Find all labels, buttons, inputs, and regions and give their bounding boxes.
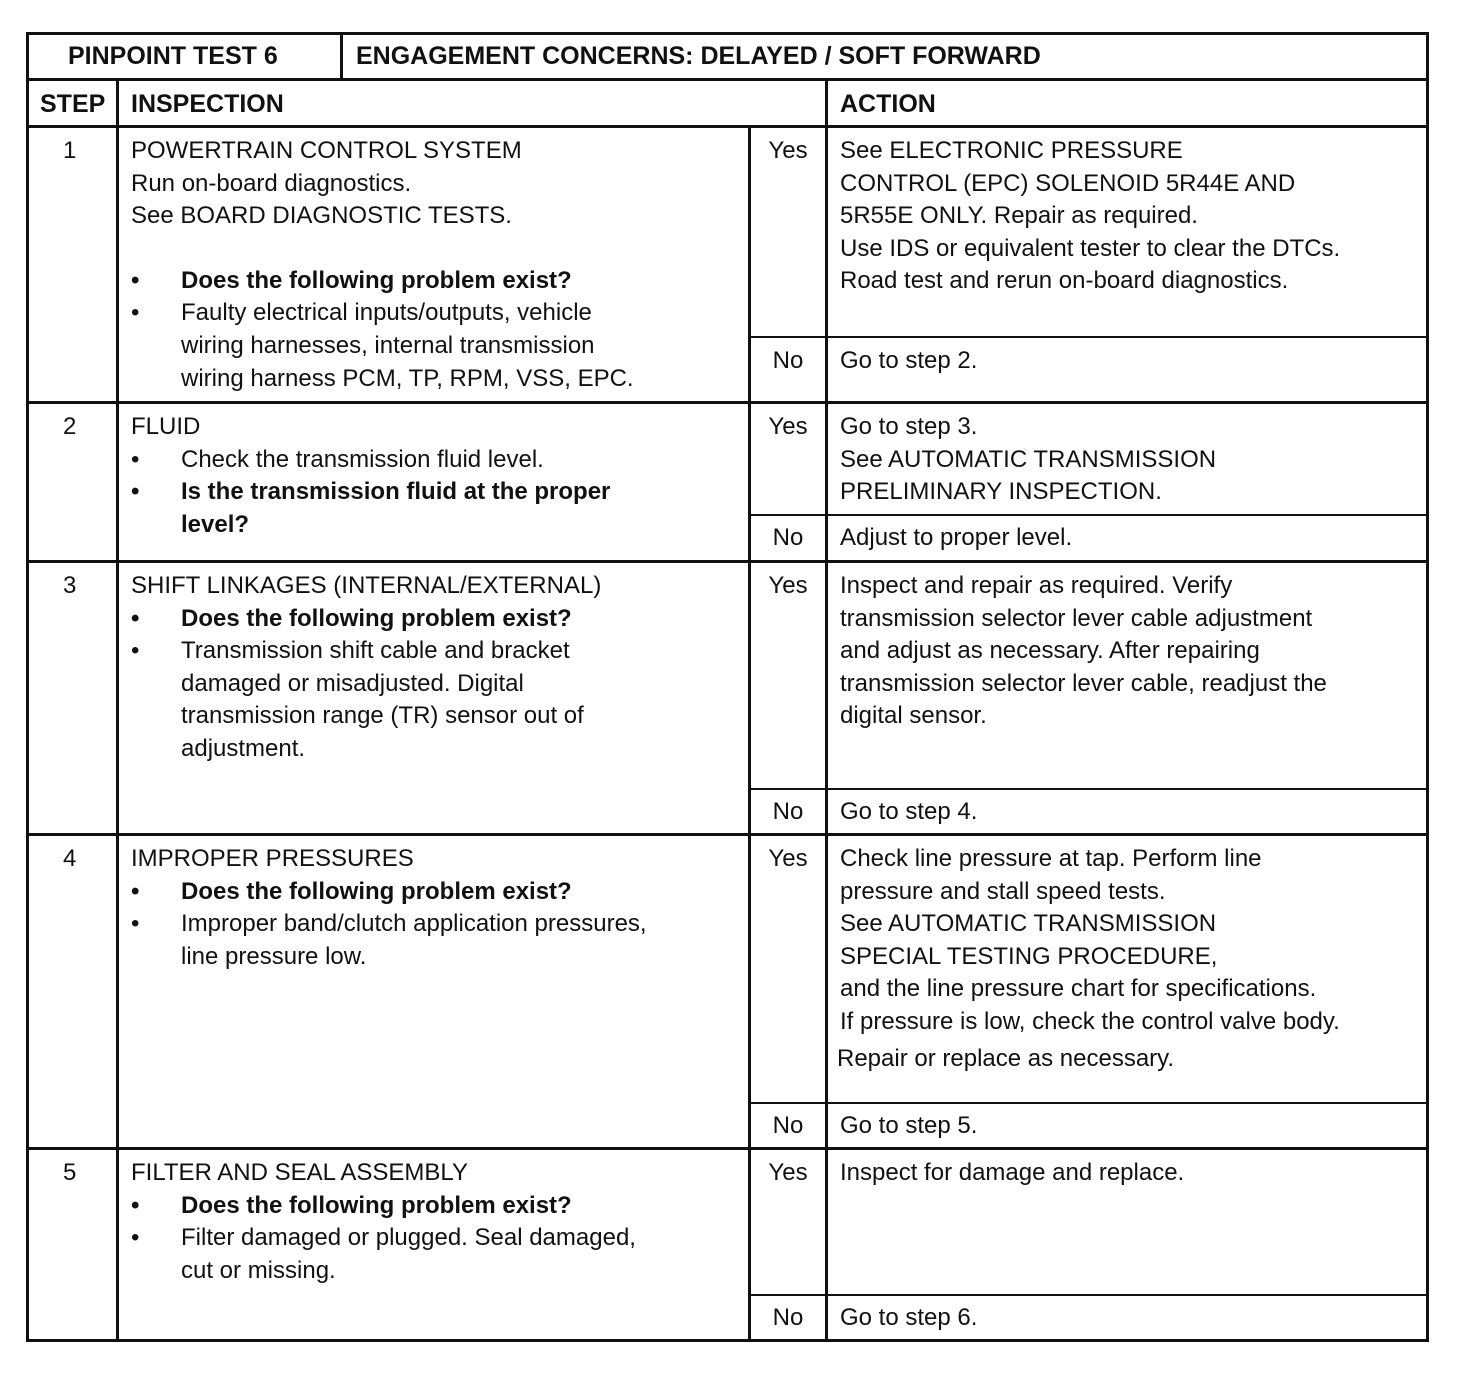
- action-line: See AUTOMATIC TRANSMISSION: [840, 445, 1217, 473]
- yes-label: Yes: [768, 413, 808, 440]
- step-heading: FLUID: [131, 413, 201, 440]
- action-line: See ELECTRONIC PRESSURE: [840, 137, 1183, 164]
- rule-step5-yes-no: [748, 1294, 1429, 1296]
- action-line: Use IDS or equivalent tester to clear the DTCs.: [840, 234, 1341, 262]
- step-number: 3: [63, 572, 77, 599]
- step-inspection: [131, 843, 647, 973]
- step-number: 2: [63, 413, 77, 440]
- action-line: Inspect and repair as required. Verify: [840, 572, 1233, 599]
- step-question: Is the transmission fluid at the proper: [181, 478, 611, 506]
- action-line: Repair or replace as necessary.: [837, 1044, 1175, 1072]
- yes-action: [840, 135, 1340, 298]
- no-label: No: [772, 798, 804, 825]
- no-label: No: [772, 1112, 804, 1139]
- no-action: Go to step 4.: [840, 798, 978, 825]
- action-line: Road test and rerun on-board diagnostics.: [840, 267, 1289, 295]
- rule-title-divider: [340, 32, 343, 79]
- action-line: 5R55E ONLY. Repair as required.: [840, 202, 1198, 230]
- bullet-marker: •: [131, 266, 140, 294]
- step-detail-line: Transmission shift cable and bracket: [181, 637, 570, 665]
- action-line: pressure and stall speed tests.: [840, 877, 1166, 905]
- test-number-title: PINPOINT TEST 6: [68, 42, 278, 70]
- rule-header-bottom: [26, 125, 1429, 128]
- no-action: Go to step 5.: [840, 1112, 978, 1139]
- step-detail-line: wiring harnesses, internal transmission: [181, 331, 595, 359]
- action-line: CONTROL (EPC) SOLENOID 5R44E AND: [840, 169, 1296, 197]
- step-question: level?: [181, 510, 250, 538]
- no-action: Adjust to proper level.: [840, 524, 1073, 551]
- step-number: 1: [63, 137, 77, 164]
- yes-action: [837, 843, 1340, 1075]
- column-header-step: STEP: [40, 90, 106, 118]
- step-question: Does the following problem exist?: [181, 877, 572, 905]
- rule-step4-bottom: [26, 1147, 1429, 1150]
- action-line: and adjust as necessary. After repairing: [840, 637, 1260, 665]
- yes-action: [840, 570, 1327, 733]
- step-inspection: [131, 1157, 636, 1287]
- action-line: and the line pressure chart for specifications.: [840, 975, 1317, 1003]
- step-number: 5: [63, 1159, 77, 1186]
- no-action: Go to step 2.: [840, 347, 978, 374]
- step-detail-line: damaged or misadjusted. Digital: [181, 669, 524, 697]
- yes-label: Yes: [768, 137, 808, 164]
- no-label: No: [772, 524, 804, 551]
- rule-step4-yes-no: [748, 1102, 1429, 1104]
- step-inspection: [131, 411, 610, 541]
- action-line: Check line pressure at tap. Perform line: [840, 845, 1262, 872]
- step-detail-line: wiring harness PCM, TP, RPM, VSS, EPC.: [181, 364, 634, 392]
- action-line: See AUTOMATIC TRANSMISSION: [840, 910, 1217, 938]
- step-detail-line: line pressure low.: [181, 942, 367, 970]
- bullet-marker: •: [131, 445, 140, 473]
- rule-step3-bottom: [26, 833, 1429, 836]
- bullet-marker: •: [131, 478, 140, 506]
- yes-label: Yes: [768, 845, 808, 872]
- step-question: Does the following problem exist?: [181, 266, 572, 294]
- rule-action-col: [825, 78, 828, 1342]
- no-label: No: [772, 1304, 804, 1331]
- rule-step3-yes-no: [748, 788, 1429, 790]
- bullet-marker: •: [131, 1191, 140, 1219]
- action-line: If pressure is low, check the control valve body.: [840, 1007, 1340, 1035]
- rule-step-col: [116, 78, 119, 1342]
- test-concern-title: ENGAGEMENT CONCERNS: DELAYED / SOFT FORWARD: [356, 42, 1041, 70]
- step-text-line: See BOARD DIAGNOSTIC TESTS.: [131, 202, 512, 230]
- action-line: transmission selector lever cable adjustment: [840, 604, 1313, 632]
- rule-title-bottom: [26, 78, 1429, 81]
- action-line: PRELIMINARY INSPECTION.: [840, 478, 1162, 506]
- step-detail-line: Improper band/clutch application pressures,: [181, 910, 647, 938]
- step-heading: SHIFT LINKAGES (INTERNAL/EXTERNAL): [131, 572, 602, 599]
- action-line: digital sensor.: [840, 702, 987, 730]
- yes-action: [840, 1157, 1184, 1190]
- step-question: Does the following problem exist?: [181, 1191, 572, 1219]
- step-text-line: Run on-board diagnostics.: [131, 169, 412, 197]
- rule-step1-yes-no: [748, 336, 1429, 338]
- rule-step2-yes-no: [748, 514, 1429, 516]
- bullet-marker: •: [131, 604, 140, 632]
- bullet-marker: •: [131, 877, 140, 905]
- step-question: Does the following problem exist?: [181, 604, 572, 632]
- step-heading: IMPROPER PRESSURES: [131, 845, 414, 872]
- column-header-inspection: INSPECTION: [131, 90, 284, 118]
- rule-step2-bottom: [26, 560, 1429, 563]
- no-action: Go to step 6.: [840, 1304, 978, 1331]
- bullet-marker: •: [131, 1224, 140, 1252]
- step-detail-line: Filter damaged or plugged. Seal damaged,: [181, 1224, 636, 1252]
- column-header-action: ACTION: [840, 90, 936, 118]
- yes-label: Yes: [768, 572, 808, 599]
- no-label: No: [772, 347, 804, 374]
- bullet-marker: •: [131, 637, 140, 665]
- action-line: transmission selector lever cable, readjust the: [840, 669, 1327, 697]
- step-heading: POWERTRAIN CONTROL SYSTEM: [131, 137, 522, 164]
- action-line: SPECIAL TESTING PROCEDURE,: [840, 942, 1218, 970]
- action-line: Inspect for damage and replace.: [840, 1159, 1185, 1186]
- step-detail-line: Faulty electrical inputs/outputs, vehicle: [181, 299, 592, 327]
- action-line: Go to step 3.: [840, 413, 978, 440]
- step-detail-line: adjustment.: [181, 734, 306, 762]
- step-heading: FILTER AND SEAL ASSEMBLY: [131, 1159, 469, 1186]
- step-detail-line: transmission range (TR) sensor out of: [181, 702, 584, 730]
- yes-label: Yes: [768, 1159, 808, 1186]
- bullet-marker: •: [131, 299, 140, 327]
- step-detail-line: cut or missing.: [181, 1256, 336, 1284]
- bullet-marker: •: [131, 910, 140, 938]
- rule-step1-bottom: [26, 401, 1429, 404]
- step-detail-line: Check the transmission fluid level.: [181, 445, 544, 473]
- step-inspection: [131, 570, 601, 766]
- yes-action: [840, 411, 1216, 509]
- step-number: 4: [63, 845, 77, 872]
- step-inspection: [131, 135, 634, 395]
